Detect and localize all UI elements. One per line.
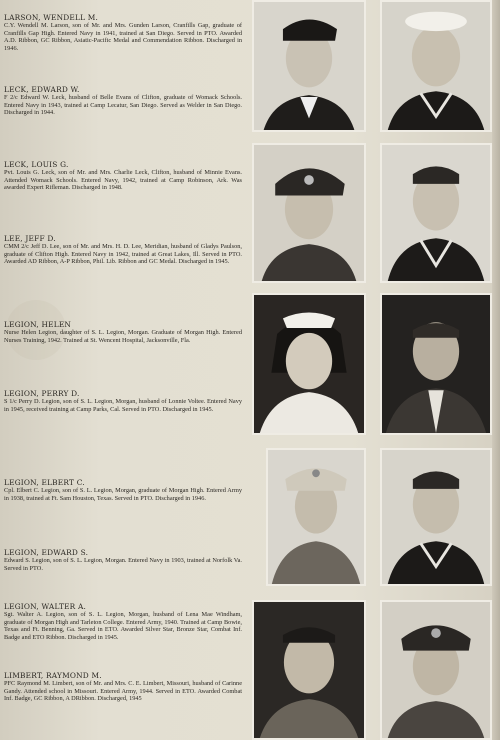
entry-name: LEE, JEFF D.: [4, 234, 56, 243]
entry-name: LARSON, WENDELL M.: [4, 13, 99, 22]
entry-bio: F 2/c Edward W. Leck, husband of Belle Evans of Clifton, graduate of Womack Schools. Entered Navy in 1943, trained at Camp Lecatur, San Diego. Served as Welder in San Diego. Discharged in 1944.: [4, 94, 242, 117]
entry-bio: S 1/c Perry D. Legion, son of S. L. Legion, Morgan, husband of Lonnie Voltee. Entered Navy in 1945, received training at Camp Parks, Cal. Served in PTO. Discharged in 1945.: [4, 398, 242, 413]
entry-bio: Nurse Helen Legion, daughter of S. L. Legion, Morgan. Graduate of Morgan High. Entered Nurses Training, 1942. Trained at St. Wencent Hospital, Jacksonville, Fla.: [4, 329, 242, 344]
bio-column: [0, 0, 244, 740]
entry-bio: Sgt. Walter A. Legion, son of S. L. Legion, Morgan, husband of Lena Mae Windham, graduate of Morgan High and Tarleton College. Entered Army, 1940. Trained at Camp Bowie, Texas and Ft. Benning, Ga. Served in ETO. Awarded Silver Star, Bronze Star, Combat Inf. Badge and ETO Ribbon. Discharged in 1945.: [4, 611, 242, 641]
entry-name: LECK, LOUIS G.: [4, 160, 69, 169]
portrait-legion-perry: [380, 293, 492, 435]
entry-name: LEGION, ELBERT C.: [4, 478, 85, 487]
entry-larson-wendell: [4, 13, 242, 52]
entry-legion-edward: [4, 548, 242, 572]
entry-bio: PFC Raymond M. Limbert, son of Mr. and Mrs. C. E. Limbert, Missouri, husband of Carinne Gandy. Attended school in Missouri. Entered Army, 1944. Served in ETO. Awarded Combat Inf. Badge, GC Ribbon, A DRibbon. Discharged, 1945: [4, 680, 242, 703]
entry-legion-perry: [4, 389, 242, 413]
entry-leck-edward: [4, 85, 242, 117]
portrait-legion-helen: [252, 293, 366, 435]
entry-name: LECK, EDWARD W.: [4, 85, 80, 94]
entry-name: LEGION, EDWARD S.: [4, 548, 89, 557]
page-binding-edge: [492, 0, 500, 740]
entry-leck-louis: [4, 160, 242, 192]
entry-bio: Cpl. Elbert C. Legion, son of S. L. Legion, Morgan, graduate of Morgan High. Entered Army in 1938, trained at Ft. Sam Houston, Texas. Served in PTO. Discharged in 1946.: [4, 487, 242, 502]
entry-name: LIMBERT, RAYMOND M.: [4, 671, 102, 680]
entry-name: LEGION, WALTER A.: [4, 602, 87, 611]
entry-bio: Edward S. Legion, son of S. L. Legion, Morgan. Entered Navy in 1903, trained at Norfolk Va. Served in PTO.: [4, 557, 242, 572]
portrait-leck-louis: [252, 143, 366, 283]
portrait-larson-wendell: [252, 0, 366, 132]
portrait-legion-walter: [252, 600, 366, 740]
entry-limbert-raymond: [4, 671, 242, 703]
entry-legion-helen: [4, 320, 242, 344]
portrait-lee-jeff: [380, 143, 492, 283]
portrait-legion-edward: [380, 448, 492, 586]
entry-bio: C.Y. Wendell M. Larson, son of Mr. and Mrs. Gunden Larson, Cranfills Gap, graduate of Cranfills Gap High. Entered Navy in 1941, trained at San Diego. Served in PTO. Awarded A.D. Ribbon, GC Ribbon, Asiatic-Pacific Medal and Commendation Ribbon. Discharged in 1946.: [4, 22, 242, 52]
portrait-leck-edward: [380, 0, 492, 132]
portrait-limbert-raymond: [380, 600, 492, 740]
entry-bio: CMM 2/c Jeff D. Lee, son of Mr. and Mrs. H. D. Lee, Meridian, husband of Gladys Paulson, graduate of Clifton High. Entered Navy in 1942, trained at Great Lakes, Ill. Served in PTO. Awarded AD Ribbon, A-P Ribbon, Phil. Lib. Ribbon and GC Medal. Discharged in 1945.: [4, 243, 242, 266]
entry-legion-walter: [4, 602, 242, 641]
entry-bio: Pvt. Louis G. Leck, son of Mr. and Mrs. Charlie Leck, Clifton, husband of Minnie Evans. Attended Womack Schools. Entered Navy, 1942, trained at Camp Robinson, Ark. Was awarded Expert Rifleman. Discharged in 1948.: [4, 169, 242, 192]
entry-name: LEGION, PERRY D.: [4, 389, 80, 398]
entry-lee-jeff: [4, 234, 242, 266]
portrait-legion-elbert: [266, 448, 366, 586]
entry-legion-elbert: [4, 478, 242, 502]
entry-name: LEGION, HELEN: [4, 320, 72, 329]
